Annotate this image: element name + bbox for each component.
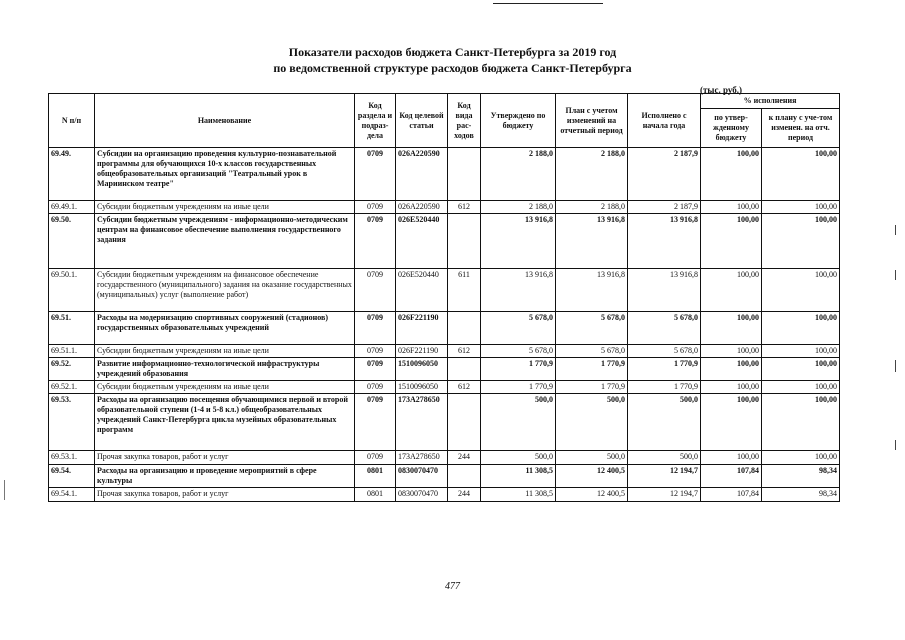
cell-type: 244 <box>448 451 481 465</box>
cell-plan: 1 770,9 <box>556 358 628 381</box>
cell-type <box>448 465 481 488</box>
cell-approved: 11 308,5 <box>481 465 556 488</box>
cell-approved: 1 770,9 <box>481 381 556 394</box>
cell-num: 69.52. <box>49 358 95 381</box>
page-number: 477 <box>445 581 460 592</box>
cell-type <box>448 394 481 451</box>
cell-num: 69.53.1. <box>49 451 95 465</box>
cell-pct-approved: 100,00 <box>701 201 762 214</box>
cell-target: 1510096050 <box>396 358 448 381</box>
cell-approved: 5 678,0 <box>481 312 556 345</box>
cell-executed: 13 916,8 <box>628 269 701 312</box>
cell-executed: 2 187,9 <box>628 201 701 214</box>
cell-pct-approved: 100,00 <box>701 345 762 358</box>
cell-num: 69.54.1. <box>49 488 95 502</box>
cell-pct-plan: 100,00 <box>762 312 840 345</box>
cell-approved: 1 770,9 <box>481 358 556 381</box>
table-row <box>49 358 840 381</box>
budget-table <box>48 93 840 502</box>
cell-pct-approved: 100,00 <box>701 312 762 345</box>
document-subtitle: по ведомственной структуре расходов бюджета Санкт-Петербурга <box>273 61 632 75</box>
scan-mark <box>895 360 896 372</box>
cell-name: Субсидии бюджетным учреждениям на иные цели <box>95 201 355 214</box>
cell-plan: 13 916,8 <box>556 269 628 312</box>
cell-section: 0709 <box>355 345 396 358</box>
cell-name: Прочая закупка товаров, работ и услуг <box>95 488 355 502</box>
cell-executed: 5 678,0 <box>628 312 701 345</box>
cell-pct-plan: 100,00 <box>762 451 840 465</box>
header-pct-group: % исполнения <box>701 94 840 109</box>
header-plan: План с учетом изменений на отчетный период <box>556 94 628 148</box>
cell-section: 0709 <box>355 394 396 451</box>
cell-num: 69.53. <box>49 394 95 451</box>
cell-num: 69.50.1. <box>49 269 95 312</box>
cell-pct-approved: 107,84 <box>701 488 762 502</box>
cell-pct-plan: 100,00 <box>762 201 840 214</box>
table-row <box>49 345 840 358</box>
unit-label: (тыс. руб.) <box>700 85 742 95</box>
cell-num: 69.50. <box>49 214 95 269</box>
cell-pct-approved: 100,00 <box>701 381 762 394</box>
cell-name: Прочая закупка товаров, работ и услуг <box>95 451 355 465</box>
cell-target: 026F221190 <box>396 345 448 358</box>
cell-plan: 5 678,0 <box>556 312 628 345</box>
cell-pct-plan: 100,00 <box>762 345 840 358</box>
cell-pct-plan: 100,00 <box>762 394 840 451</box>
cell-pct-approved: 107,84 <box>701 465 762 488</box>
scan-mark <box>895 270 896 280</box>
table-row <box>49 312 840 345</box>
cell-approved: 13 916,8 <box>481 214 556 269</box>
cell-executed: 12 194,7 <box>628 488 701 502</box>
header-name: Наименование <box>95 94 355 148</box>
cell-pct-approved: 100,00 <box>701 358 762 381</box>
cell-pct-plan: 100,00 <box>762 148 840 201</box>
cell-plan: 1 770,9 <box>556 381 628 394</box>
cell-approved: 13 916,8 <box>481 269 556 312</box>
cell-name: Субсидии бюджетным учреждениям на финансовое обеспечение государственного (муниципального) задания на оказание государственных (муниципальных) услуг (выполнение работ) <box>95 269 355 312</box>
cell-plan: 12 400,5 <box>556 488 628 502</box>
cell-type <box>448 312 481 345</box>
cell-approved: 500,0 <box>481 394 556 451</box>
cell-section: 0801 <box>355 465 396 488</box>
header-pct-plan: к плану с уче-том изменен. на отч. период <box>762 109 840 148</box>
cell-name: Расходы на организацию и проведение мероприятий в сфере культуры <box>95 465 355 488</box>
cell-name: Развитие информационно-технологической инфраструктуры учреждений образования <box>95 358 355 381</box>
table-row <box>49 148 840 201</box>
cell-executed: 500,0 <box>628 394 701 451</box>
cell-type: 612 <box>448 345 481 358</box>
document-title: Показатели расходов бюджета Санкт-Петербурга за 2019 год <box>288 45 617 59</box>
cell-pct-approved: 100,00 <box>701 394 762 451</box>
cell-type: 611 <box>448 269 481 312</box>
cell-pct-plan: 98,34 <box>762 465 840 488</box>
table-row <box>49 214 840 269</box>
cell-approved: 11 308,5 <box>481 488 556 502</box>
table-row <box>49 488 840 502</box>
cell-num: 69.49. <box>49 148 95 201</box>
cell-num: 69.51. <box>49 312 95 345</box>
cell-target: 026A220590 <box>396 148 448 201</box>
cell-section: 0709 <box>355 269 396 312</box>
cell-plan: 13 916,8 <box>556 214 628 269</box>
cell-executed: 500,0 <box>628 451 701 465</box>
cell-section: 0709 <box>355 451 396 465</box>
cell-section: 0709 <box>355 312 396 345</box>
header-approved: Утверждено по бюджету <box>481 94 556 148</box>
cell-pct-plan: 100,00 <box>762 358 840 381</box>
cell-num: 69.51.1. <box>49 345 95 358</box>
table-row <box>49 394 840 451</box>
cell-target: 026E520440 <box>396 214 448 269</box>
header-num: N п/п <box>49 94 95 148</box>
scan-mark <box>4 480 5 500</box>
cell-name: Субсидии бюджетным учреждениям на иные цели <box>95 381 355 394</box>
header-executed: Исполнено с начала года <box>628 94 701 148</box>
table-row <box>49 201 840 214</box>
cell-plan: 12 400,5 <box>556 465 628 488</box>
cell-approved: 2 188,0 <box>481 148 556 201</box>
cell-executed: 13 916,8 <box>628 214 701 269</box>
cell-target: 173A278650 <box>396 451 448 465</box>
cell-name: Расходы на модернизацию спортивных сооружений (стадионов) государственных образовательных учреждений <box>95 312 355 345</box>
top-rule <box>493 3 603 4</box>
cell-type <box>448 358 481 381</box>
cell-section: 0801 <box>355 488 396 502</box>
cell-type <box>448 214 481 269</box>
cell-pct-approved: 100,00 <box>701 214 762 269</box>
table-row <box>49 381 840 394</box>
cell-plan: 500,0 <box>556 394 628 451</box>
cell-name: Субсидии бюджетным учреждениям - информационно-методическим центрам на финансовое обеспечение выполнения государственного задания <box>95 214 355 269</box>
cell-target: 026A220590 <box>396 201 448 214</box>
cell-executed: 1 770,9 <box>628 381 701 394</box>
cell-target: 173A278650 <box>396 394 448 451</box>
cell-target: 026F221190 <box>396 312 448 345</box>
cell-plan: 500,0 <box>556 451 628 465</box>
header-pct-approved: по утвер-жденному бюджету <box>701 109 762 148</box>
cell-type: 612 <box>448 381 481 394</box>
cell-target: 0830070470 <box>396 465 448 488</box>
cell-section: 0709 <box>355 381 396 394</box>
cell-executed: 5 678,0 <box>628 345 701 358</box>
table-row <box>49 465 840 488</box>
cell-pct-approved: 100,00 <box>701 269 762 312</box>
cell-executed: 12 194,7 <box>628 465 701 488</box>
cell-executed: 2 187,9 <box>628 148 701 201</box>
cell-name: Субсидии на организацию проведения культурно-познавательной программы для обучающихся 10-х классов государственных общеобразовательных организаций "Театральный урок в Мариинском театре" <box>95 148 355 201</box>
cell-section: 0709 <box>355 214 396 269</box>
cell-plan: 2 188,0 <box>556 201 628 214</box>
cell-plan: 2 188,0 <box>556 148 628 201</box>
cell-num: 69.54. <box>49 465 95 488</box>
cell-pct-approved: 100,00 <box>701 148 762 201</box>
cell-pct-plan: 100,00 <box>762 381 840 394</box>
scan-mark <box>895 440 896 450</box>
cell-section: 0709 <box>355 358 396 381</box>
cell-section: 0709 <box>355 148 396 201</box>
cell-plan: 5 678,0 <box>556 345 628 358</box>
cell-executed: 1 770,9 <box>628 358 701 381</box>
cell-type <box>448 148 481 201</box>
cell-pct-approved: 100,00 <box>701 451 762 465</box>
cell-pct-plan: 98,34 <box>762 488 840 502</box>
cell-section: 0709 <box>355 201 396 214</box>
table-row <box>49 451 840 465</box>
scan-mark <box>895 225 896 235</box>
cell-num: 69.52.1. <box>49 381 95 394</box>
cell-approved: 5 678,0 <box>481 345 556 358</box>
cell-name: Расходы на организацию посещения обучающимися первой и второй образовательной ступени (1-4 и 5-8 кл.) общеобразовательных учреждений Санкт-Петербурга цикла музейных образовательных программ <box>95 394 355 451</box>
cell-target: 0830070470 <box>396 488 448 502</box>
cell-name: Субсидии бюджетным учреждениям на иные цели <box>95 345 355 358</box>
header-type: Код вида рас-ходов <box>448 94 481 148</box>
cell-pct-plan: 100,00 <box>762 214 840 269</box>
table-row <box>49 269 840 312</box>
cell-target: 026E520440 <box>396 269 448 312</box>
cell-num: 69.49.1. <box>49 201 95 214</box>
cell-type: 244 <box>448 488 481 502</box>
header-target: Код целевой статьи <box>396 94 448 148</box>
cell-target: 1510096050 <box>396 381 448 394</box>
cell-approved: 2 188,0 <box>481 201 556 214</box>
header-section: Код раздела и подраз-дела <box>355 94 396 148</box>
cell-approved: 500,0 <box>481 451 556 465</box>
cell-pct-plan: 100,00 <box>762 269 840 312</box>
cell-type: 612 <box>448 201 481 214</box>
